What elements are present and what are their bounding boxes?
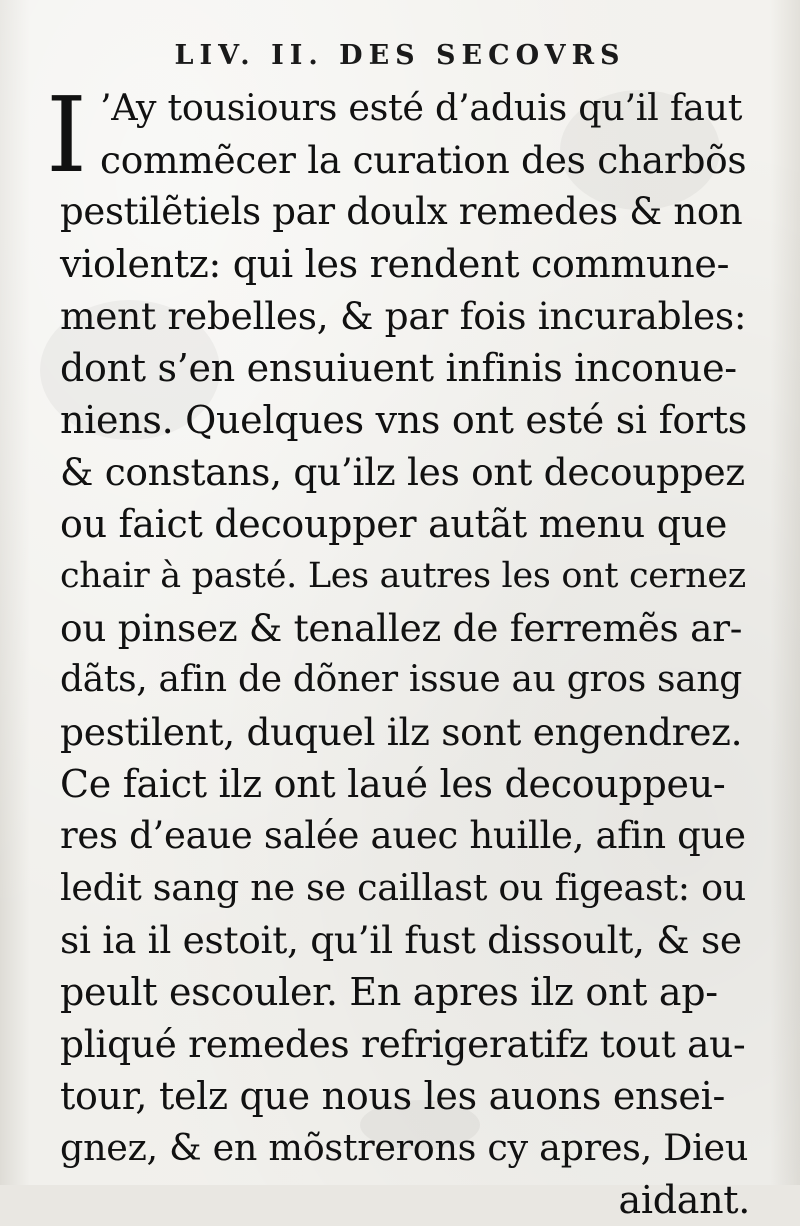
drop-cap: I — [46, 74, 88, 196]
running-header: LIV. II. DES SECOVRS — [174, 40, 626, 71]
text-line-6: dont s’en ensuiuent infinis inconue- — [60, 346, 737, 390]
text-line-18: peult escouler. En apres ilz ont ap- — [60, 970, 718, 1014]
text-line-15: res d’eaue salée auec huille, afin que — [60, 814, 746, 857]
text-line-13: pestilent, duquel ilz sont engendrez. — [60, 710, 743, 754]
text-line-4: violentz: qui les rendent commune- — [60, 242, 730, 286]
text-line-20: tour, telz que nous les auons ensei- — [60, 1074, 725, 1118]
text-line-14: Ce faict ilz ont laué les decouppeu- — [60, 762, 726, 806]
text-line-7: niens. Quelques vns ont esté si forts — [60, 398, 747, 442]
text-line-8: & constans, qu’ilz les ont decouppez — [60, 450, 745, 494]
text-line-11: ou pinsez & tenallez de ferremẽs ar- — [60, 606, 743, 650]
text-line-last: aidant. — [618, 1178, 750, 1222]
text-line-21: gnez, & en mõstrerons cy apres, Dieu — [60, 1126, 749, 1169]
text-line-3: pestilẽtiels par doulx remedes & non — [60, 190, 743, 233]
text-line-17: si ia il estoit, qu’il fust dissoult, & se — [60, 918, 742, 962]
text-line-1: ’Ay tousiours esté d’aduis qu’il faut — [100, 86, 743, 129]
text-line-19: pliqué remedes refrigeratifz tout au- — [60, 1022, 746, 1066]
text-line-5: ment rebelles, & par fois incurables: — [60, 294, 747, 338]
text-line-12: dãts, afin de dõner issue au gros sang — [60, 659, 743, 700]
text-line-2: commẽcer la curation des charbõs — [100, 138, 747, 182]
text-line-16: ledit sang ne se caillast ou figeast: ou — [60, 866, 746, 909]
text-line-10: chair à pasté. Les autres les ont cernez — [60, 556, 746, 596]
text-line-9: ou faict decoupper autãt menu que — [60, 502, 728, 546]
body-text — [60, 82, 750, 1226]
